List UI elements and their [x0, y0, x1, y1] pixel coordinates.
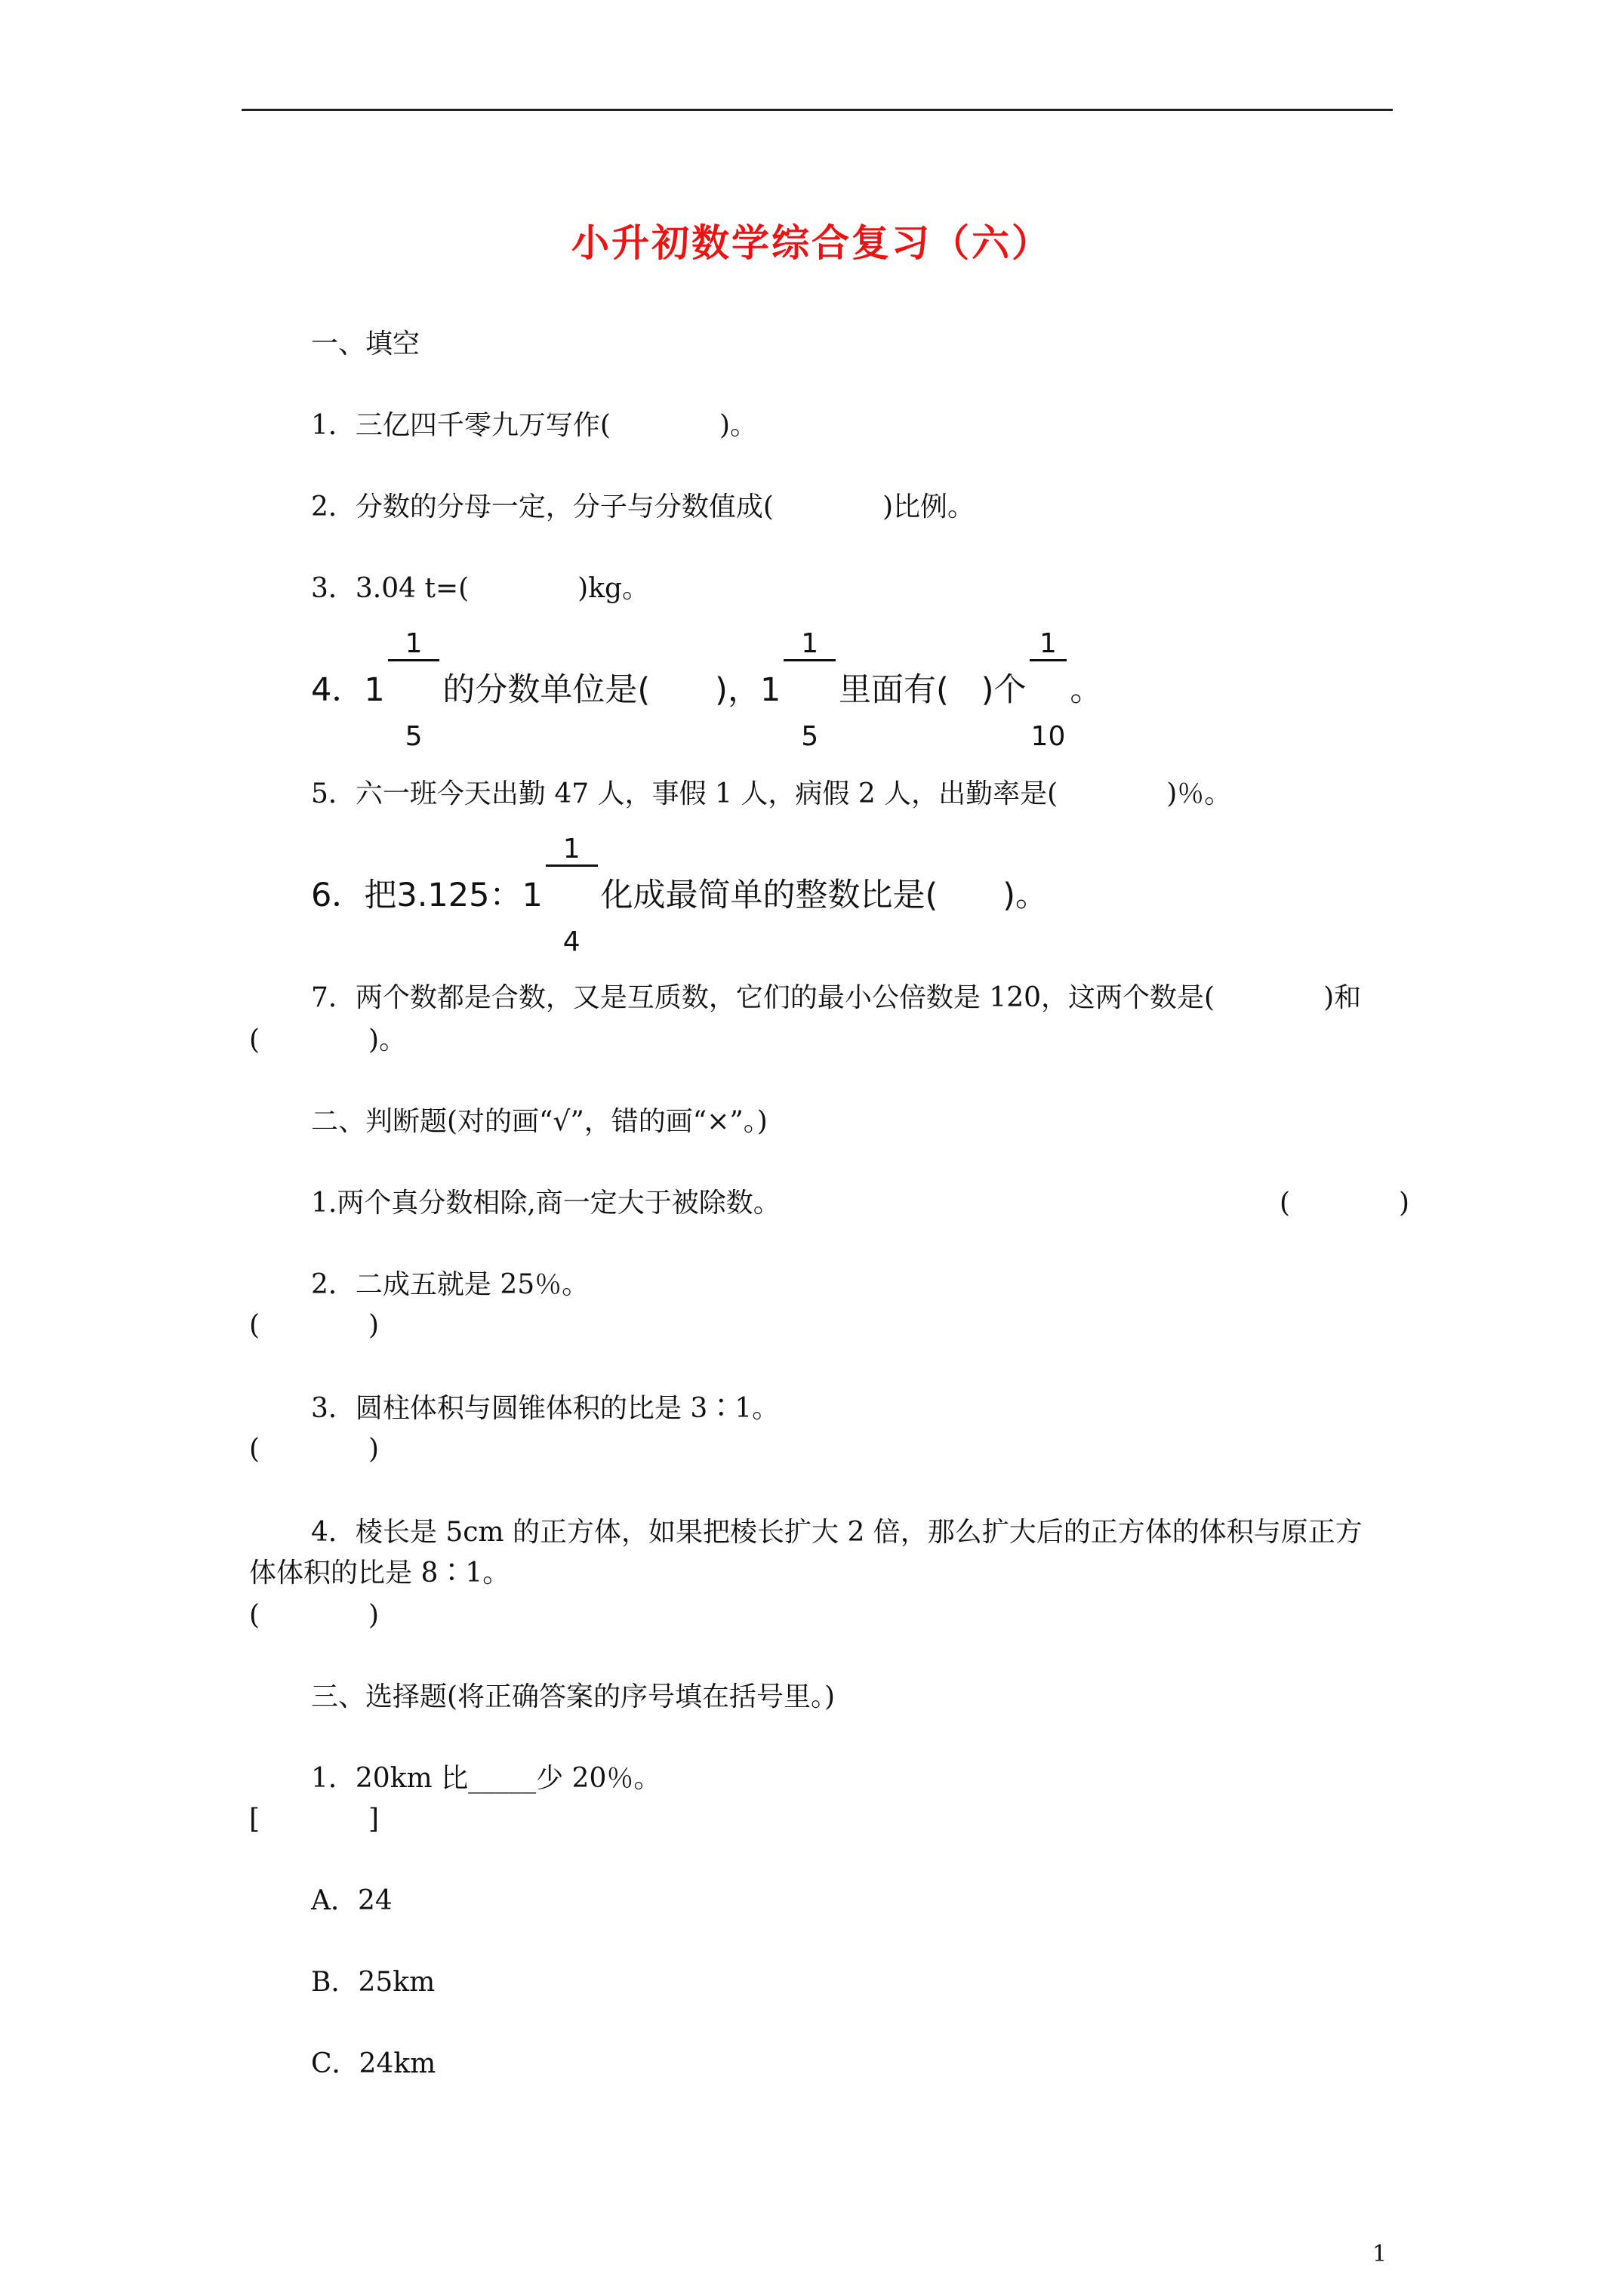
- fraction-1-denominator: 5: [405, 720, 423, 752]
- mixed-number-2: [760, 569, 839, 812]
- question-2-4-line-1: 4．棱长是 5cm 的正方体，如果把棱长扩大 2 倍，那么扩大后的正方体的体积与原正方: [311, 1517, 1363, 1548]
- q4-mid-1: 的分数单位是( )，: [442, 671, 760, 709]
- mixed-number-1: [364, 569, 442, 812]
- question-1-1: 1．三亿四千零九万写作( )。: [311, 410, 757, 441]
- fraction-2-denominator: 5: [801, 720, 819, 752]
- mixed-whole-1: 1: [364, 671, 385, 709]
- question-1-6: [311, 833, 1049, 957]
- option-a: A．24: [311, 1885, 393, 1916]
- fraction-4-numerator: 1: [546, 834, 598, 867]
- q4-end: 。: [1070, 671, 1103, 709]
- fraction-3-numerator: 1: [1030, 629, 1067, 661]
- fraction-1-numerator: 1: [388, 629, 440, 661]
- q6-rest: 化成最简单的整数比是( )。: [600, 877, 1049, 914]
- fraction-2-numerator: 1: [784, 629, 836, 661]
- q4-prefix: 4．: [311, 671, 365, 709]
- question-2-2: 2．二成五就是 25％。: [311, 1269, 590, 1300]
- answer-bracket-3-1: [ ]: [249, 1804, 380, 1835]
- question-2-1: 1.两个真分数相除,商一定大于被除数。: [311, 1188, 781, 1219]
- answer-paren-2-3: ( ): [249, 1434, 380, 1465]
- fraction-4-denominator: 4: [562, 926, 581, 957]
- q6-prefix: 6．把3.125：: [311, 877, 522, 914]
- page-title: 小升初数学综合复习（六）: [571, 220, 1052, 265]
- question-3-1: 1．20km 比_____少 20％。: [311, 1763, 661, 1794]
- question-1-7-line-2: ( )。: [249, 1025, 407, 1056]
- question-1-3: 3．3.04 t=( )kg。: [311, 573, 650, 604]
- fraction-1: [388, 569, 440, 812]
- fraction-3-denominator: 10: [1030, 720, 1066, 752]
- page-number: 1: [1372, 2241, 1387, 2267]
- answer-paren-2-2: ( ): [249, 1310, 380, 1341]
- question-1-4: [311, 627, 1103, 752]
- question-2-3: 3．圆柱体积与圆锥体积的比是 3∶1。: [311, 1393, 780, 1424]
- header-rule: [242, 109, 1393, 111]
- mixed-whole-2: 1: [759, 671, 781, 709]
- section-3-heading: 三、选择题(将正确答案的序号填在括号里。): [311, 1681, 836, 1712]
- question-1-5: 5．六一班今天出勤 47 人，事假 1 人，病假 2 人，出勤率是( )％。: [311, 778, 1232, 809]
- mixed-number-3: [522, 774, 600, 1018]
- mixed-whole-3: 1: [522, 877, 543, 914]
- question-1-2: 2．分数的分母一定，分子与分数值成( )比例。: [311, 492, 975, 522]
- fraction-3: [1030, 569, 1067, 812]
- question-2-4-line-2: 体体积的比是 8∶1。: [249, 1558, 510, 1589]
- q4-mid-2: 里面有( )个: [838, 671, 1027, 709]
- option-b: B．25km: [311, 1967, 436, 1998]
- fraction-4: [546, 774, 598, 1018]
- answer-paren-2-4: ( ): [249, 1600, 380, 1631]
- option-c: C．24km: [311, 2048, 436, 2079]
- fraction-2: [784, 569, 836, 812]
- question-1-7-line-1: 7．两个数都是合数，又是互质数，它们的最小公倍数是 120，这两个数是( )和: [311, 982, 1362, 1013]
- answer-paren-2-1: ( ): [1280, 1188, 1410, 1219]
- section-1-heading: 一、填空: [311, 328, 420, 359]
- section-2-heading: 二、判断题(对的画“√”，错的画“×”。): [311, 1106, 768, 1137]
